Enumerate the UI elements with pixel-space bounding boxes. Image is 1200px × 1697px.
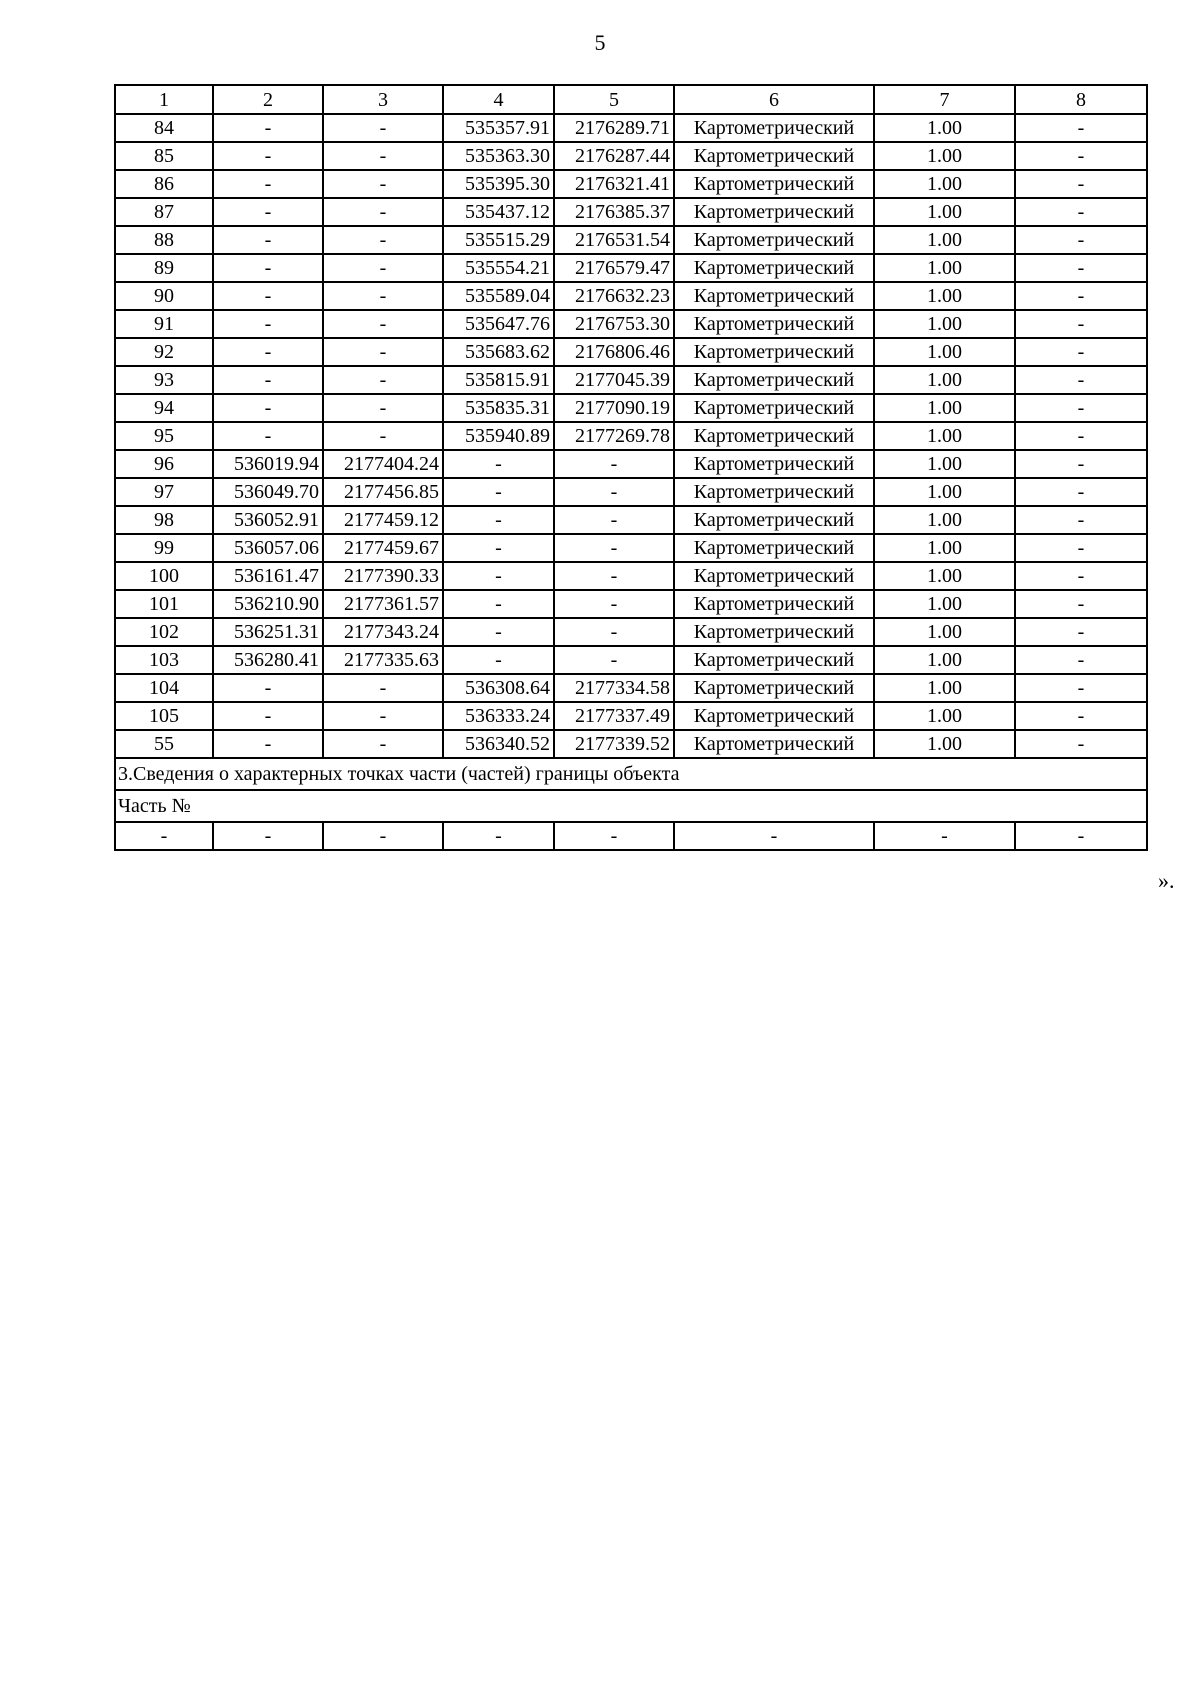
column-header-8: 8 [1015, 85, 1147, 114]
section-3-title-row [115, 758, 1147, 790]
table-cell-col-3: - [323, 702, 443, 730]
table-cell-col-3: - [323, 170, 443, 198]
table-cell-col-5: - [554, 590, 674, 618]
table-cell-col-8: - [1015, 674, 1147, 702]
table-cell-col-2: - [213, 310, 323, 338]
table-cell-col-7: 1.00 [874, 590, 1015, 618]
table-cell-col-6: Картометрический [674, 170, 874, 198]
section-3-title: 3.Сведения о характерных точках части (частей) границы объекта [115, 758, 1147, 790]
table-cell-col-8: - [1015, 646, 1147, 674]
table-cell-col-2: - [213, 170, 323, 198]
table-cell-col-6: Картометрический [674, 618, 874, 646]
table-cell-col-5: 2177090.19 [554, 394, 674, 422]
table-cell-col-7: 1.00 [874, 226, 1015, 254]
table-cell-col-5: - [554, 478, 674, 506]
table-cell-col-1: 102 [115, 618, 213, 646]
table-cell-col-1: 97 [115, 478, 213, 506]
table-cell-col-2: 536057.06 [213, 534, 323, 562]
table-row [115, 226, 1147, 254]
table-cell-col-6: Картометрический [674, 590, 874, 618]
table-cell-col-5: - [554, 450, 674, 478]
table-row [115, 702, 1147, 730]
table-body [115, 85, 1147, 850]
table-cell-col-8: - [1015, 562, 1147, 590]
table-row [115, 394, 1147, 422]
table-cell-col-5: 2176385.37 [554, 198, 674, 226]
table-cell-col-3: 2177361.57 [323, 590, 443, 618]
table-row [115, 254, 1147, 282]
table-cell-col-5: 2177339.52 [554, 730, 674, 758]
page-number: 5 [594, 30, 606, 55]
table-cell-col-8: - [1015, 478, 1147, 506]
table-cell-col-7: 1.00 [874, 142, 1015, 170]
table-cell-col-7: 1.00 [874, 198, 1015, 226]
table-cell-col-7: 1.00 [874, 254, 1015, 282]
table-cell-col-3: - [323, 394, 443, 422]
table-cell-col-2: - [213, 702, 323, 730]
table-cell-col-8: - [1015, 618, 1147, 646]
table-cell-col-5: 2176579.47 [554, 254, 674, 282]
part-cell-col-2: - [213, 822, 323, 850]
table-cell-col-7: 1.00 [874, 394, 1015, 422]
table-cell-col-2: - [213, 282, 323, 310]
coordinates-table [114, 84, 1148, 851]
column-header-1: 1 [115, 85, 213, 114]
table-cell-col-7: 1.00 [874, 646, 1015, 674]
table-cell-col-6: Картометрический [674, 114, 874, 142]
table-cell-col-8: - [1015, 450, 1147, 478]
table-row [115, 310, 1147, 338]
table-cell-col-1: 95 [115, 422, 213, 450]
table-cell-col-8: - [1015, 366, 1147, 394]
table-cell-col-2: 536210.90 [213, 590, 323, 618]
column-header-3: 3 [323, 85, 443, 114]
part-number-label: Часть № [115, 790, 1147, 822]
table-cell-col-8: - [1015, 254, 1147, 282]
table-row [115, 282, 1147, 310]
table-cell-col-5: 2176632.23 [554, 282, 674, 310]
table-cell-col-6: Картометрический [674, 646, 874, 674]
table-cell-col-5: 2176287.44 [554, 142, 674, 170]
table-cell-col-1: 93 [115, 366, 213, 394]
table-cell-col-4: 535647.76 [443, 310, 554, 338]
table-row [115, 114, 1147, 142]
table-cell-col-8: - [1015, 590, 1147, 618]
table-cell-col-1: 87 [115, 198, 213, 226]
table-cell-col-5: - [554, 506, 674, 534]
table-cell-col-4: - [443, 562, 554, 590]
table-cell-col-4: 536308.64 [443, 674, 554, 702]
table-cell-col-8: - [1015, 142, 1147, 170]
table-cell-col-5: 2177045.39 [554, 366, 674, 394]
table-cell-col-1: 88 [115, 226, 213, 254]
table-cell-col-5: 2176289.71 [554, 114, 674, 142]
table-cell-col-6: Картометрический [674, 254, 874, 282]
table-cell-col-4: 535357.91 [443, 114, 554, 142]
table-cell-col-3: 2177459.12 [323, 506, 443, 534]
table-cell-col-6: Картометрический [674, 506, 874, 534]
table-row [115, 478, 1147, 506]
table-cell-col-4: 535395.30 [443, 170, 554, 198]
table-row [115, 338, 1147, 366]
table-cell-col-4: - [443, 478, 554, 506]
table-row [115, 534, 1147, 562]
table-cell-col-6: Картометрический [674, 282, 874, 310]
table-cell-col-1: 104 [115, 674, 213, 702]
table-cell-col-7: 1.00 [874, 702, 1015, 730]
table-cell-col-2: 536019.94 [213, 450, 323, 478]
table-cell-col-7: 1.00 [874, 338, 1015, 366]
table-cell-col-3: - [323, 422, 443, 450]
table-row [115, 366, 1147, 394]
table-cell-col-4: - [443, 590, 554, 618]
table-cell-col-5: - [554, 618, 674, 646]
column-header-4: 4 [443, 85, 554, 114]
table-cell-col-4: 535683.62 [443, 338, 554, 366]
table-cell-col-5: 2176806.46 [554, 338, 674, 366]
table-cell-col-3: 2177456.85 [323, 478, 443, 506]
table-cell-col-5: 2176753.30 [554, 310, 674, 338]
table-cell-col-4: 535437.12 [443, 198, 554, 226]
table-cell-col-8: - [1015, 282, 1147, 310]
closing-quote-mark: ». [1158, 868, 1175, 893]
table-cell-col-7: 1.00 [874, 478, 1015, 506]
table-cell-col-1: 99 [115, 534, 213, 562]
table-cell-col-2: 536052.91 [213, 506, 323, 534]
table-cell-col-5: 2177334.58 [554, 674, 674, 702]
table-cell-col-3: - [323, 198, 443, 226]
table-cell-col-2: - [213, 674, 323, 702]
table-row [115, 422, 1147, 450]
table-cell-col-1: 90 [115, 282, 213, 310]
table-row [115, 590, 1147, 618]
table-cell-col-7: 1.00 [874, 282, 1015, 310]
table-cell-col-1: 101 [115, 590, 213, 618]
table-cell-col-7: 1.00 [874, 422, 1015, 450]
part-cell-col-4: - [443, 822, 554, 850]
table-cell-col-1: 85 [115, 142, 213, 170]
table-cell-col-3: - [323, 338, 443, 366]
table-cell-col-6: Картометрический [674, 198, 874, 226]
table-row [115, 170, 1147, 198]
table-cell-col-4: 536340.52 [443, 730, 554, 758]
table-cell-col-3: - [323, 226, 443, 254]
table-cell-col-8: - [1015, 114, 1147, 142]
table-cell-col-2: - [213, 338, 323, 366]
part-label-row [115, 790, 1147, 822]
table-cell-col-4: - [443, 618, 554, 646]
table-cell-col-6: Картометрический [674, 478, 874, 506]
table-cell-col-1: 103 [115, 646, 213, 674]
table-cell-col-3: 2177404.24 [323, 450, 443, 478]
table-cell-col-1: 91 [115, 310, 213, 338]
table-cell-col-2: - [213, 366, 323, 394]
table-cell-col-5: - [554, 534, 674, 562]
table-cell-col-1: 105 [115, 702, 213, 730]
table-cell-col-4: 535589.04 [443, 282, 554, 310]
column-header-6: 6 [674, 85, 874, 114]
table-cell-col-4: - [443, 646, 554, 674]
table-row [115, 730, 1147, 758]
table-cell-col-3: - [323, 254, 443, 282]
table-cell-col-6: Картометрический [674, 562, 874, 590]
table-row [115, 562, 1147, 590]
table-cell-col-1: 94 [115, 394, 213, 422]
table-cell-col-8: - [1015, 226, 1147, 254]
table-cell-col-7: 1.00 [874, 730, 1015, 758]
table-cell-col-6: Картометрический [674, 674, 874, 702]
table-cell-col-8: - [1015, 702, 1147, 730]
table-row [115, 142, 1147, 170]
table-cell-col-5: 2177337.49 [554, 702, 674, 730]
table-cell-col-8: - [1015, 506, 1147, 534]
table-cell-col-3: - [323, 366, 443, 394]
coordinates-table-container [114, 84, 1146, 851]
table-cell-col-3: - [323, 674, 443, 702]
table-cell-col-1: 98 [115, 506, 213, 534]
table-cell-col-5: 2177269.78 [554, 422, 674, 450]
table-cell-col-2: 536251.31 [213, 618, 323, 646]
table-cell-col-2: - [213, 422, 323, 450]
table-cell-col-8: - [1015, 422, 1147, 450]
table-cell-col-1: 86 [115, 170, 213, 198]
table-cell-col-6: Картометрический [674, 310, 874, 338]
table-row [115, 450, 1147, 478]
part-data-row [115, 822, 1147, 850]
column-header-2: 2 [213, 85, 323, 114]
table-cell-col-7: 1.00 [874, 366, 1015, 394]
table-cell-col-1: 55 [115, 730, 213, 758]
table-cell-col-2: - [213, 114, 323, 142]
table-cell-col-3: - [323, 114, 443, 142]
table-row [115, 506, 1147, 534]
table-cell-col-4: 536333.24 [443, 702, 554, 730]
table-cell-col-3: - [323, 310, 443, 338]
part-cell-col-8: - [1015, 822, 1147, 850]
table-cell-col-8: - [1015, 170, 1147, 198]
table-cell-col-2: - [213, 730, 323, 758]
table-cell-col-3: - [323, 282, 443, 310]
table-cell-col-6: Картометрический [674, 338, 874, 366]
table-cell-col-3: 2177335.63 [323, 646, 443, 674]
table-cell-col-7: 1.00 [874, 114, 1015, 142]
table-cell-col-7: 1.00 [874, 450, 1015, 478]
table-cell-col-2: - [213, 198, 323, 226]
table-cell-col-7: 1.00 [874, 310, 1015, 338]
table-cell-col-6: Картометрический [674, 730, 874, 758]
table-cell-col-4: 535940.89 [443, 422, 554, 450]
table-cell-col-4: 535554.21 [443, 254, 554, 282]
table-cell-col-4: - [443, 450, 554, 478]
column-header-7: 7 [874, 85, 1015, 114]
table-cell-col-7: 1.00 [874, 506, 1015, 534]
table-cell-col-7: 1.00 [874, 170, 1015, 198]
table-cell-col-8: - [1015, 534, 1147, 562]
table-cell-col-3: 2177459.67 [323, 534, 443, 562]
table-cell-col-3: - [323, 142, 443, 170]
table-cell-col-6: Картометрический [674, 534, 874, 562]
table-cell-col-1: 84 [115, 114, 213, 142]
table-cell-col-2: 536049.70 [213, 478, 323, 506]
table-cell-col-5: - [554, 562, 674, 590]
table-cell-col-3: 2177343.24 [323, 618, 443, 646]
table-cell-col-4: 535363.30 [443, 142, 554, 170]
table-cell-col-7: 1.00 [874, 562, 1015, 590]
table-cell-col-6: Картометрический [674, 702, 874, 730]
table-cell-col-8: - [1015, 310, 1147, 338]
table-cell-col-8: - [1015, 198, 1147, 226]
table-cell-col-4: - [443, 506, 554, 534]
table-cell-col-2: 536161.47 [213, 562, 323, 590]
table-cell-col-3: 2177390.33 [323, 562, 443, 590]
table-cell-col-2: - [213, 226, 323, 254]
table-cell-col-1: 92 [115, 338, 213, 366]
table-cell-col-5: - [554, 646, 674, 674]
table-cell-col-8: - [1015, 394, 1147, 422]
table-cell-col-6: Картометрический [674, 142, 874, 170]
table-cell-col-6: Картометрический [674, 366, 874, 394]
table-cell-col-5: 2176321.41 [554, 170, 674, 198]
table-cell-col-7: 1.00 [874, 534, 1015, 562]
table-cell-col-6: Картометрический [674, 450, 874, 478]
table-cell-col-6: Картометрический [674, 394, 874, 422]
table-row [115, 646, 1147, 674]
table-header-row [115, 85, 1147, 114]
part-cell-col-5: - [554, 822, 674, 850]
table-cell-col-8: - [1015, 730, 1147, 758]
table-cell-col-2: - [213, 394, 323, 422]
table-cell-col-4: 535815.91 [443, 366, 554, 394]
column-header-5: 5 [554, 85, 674, 114]
table-row [115, 674, 1147, 702]
table-cell-col-4: 535515.29 [443, 226, 554, 254]
table-cell-col-2: 536280.41 [213, 646, 323, 674]
part-cell-col-6: - [674, 822, 874, 850]
table-cell-col-1: 89 [115, 254, 213, 282]
table-cell-col-1: 100 [115, 562, 213, 590]
table-cell-col-7: 1.00 [874, 618, 1015, 646]
table-cell-col-6: Картометрический [674, 226, 874, 254]
table-cell-col-4: - [443, 534, 554, 562]
table-cell-col-4: 535835.31 [443, 394, 554, 422]
part-cell-col-7: - [874, 822, 1015, 850]
table-cell-col-7: 1.00 [874, 674, 1015, 702]
table-row [115, 618, 1147, 646]
table-cell-col-3: - [323, 730, 443, 758]
table-cell-col-2: - [213, 254, 323, 282]
table-cell-col-6: Картометрический [674, 422, 874, 450]
table-cell-col-5: 2176531.54 [554, 226, 674, 254]
part-cell-col-1: - [115, 822, 213, 850]
table-row [115, 198, 1147, 226]
table-cell-col-1: 96 [115, 450, 213, 478]
part-cell-col-3: - [323, 822, 443, 850]
table-cell-col-8: - [1015, 338, 1147, 366]
table-cell-col-2: - [213, 142, 323, 170]
